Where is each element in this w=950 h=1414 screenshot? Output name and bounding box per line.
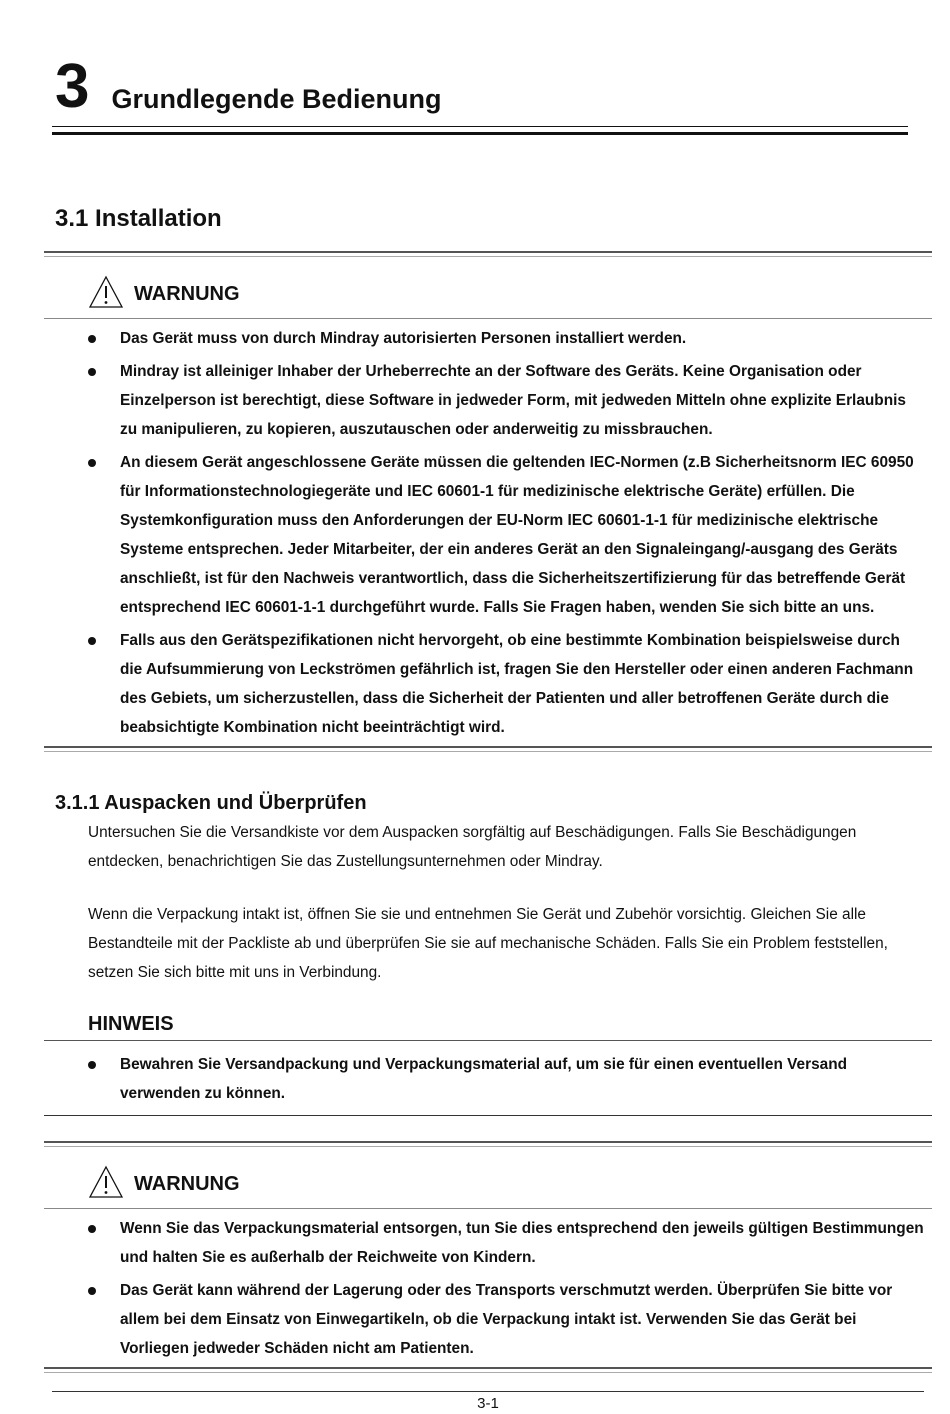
warning-header-rule [44, 318, 932, 319]
note-bottom-rule [44, 1115, 932, 1116]
warning-triangle-icon [88, 275, 124, 309]
box-top-rule [44, 251, 932, 257]
warning-title: WARNUNG [134, 1173, 240, 1195]
list-item: Bewahren Sie Versandpackung und Verpackungsmaterial auf, um sie für einen eventuellen Versand verwenden zu können. [44, 1050, 932, 1108]
warning-triangle-icon [88, 1165, 124, 1199]
list-item: Wenn Sie das Verpackungsmaterial entsorgen, tun Sie dies entsprechend den jeweils gültigen Bestimmungen und halten Sie es außerhalb der Reichweite von Kindern. [44, 1214, 932, 1272]
chapter-rule [52, 126, 908, 135]
warning-box-installation [44, 251, 932, 752]
warning-box-packaging [44, 1141, 932, 1373]
warning-header [88, 1155, 932, 1199]
chapter-number: 3 [55, 52, 90, 121]
chapter-title: Grundlegende Bedienung [111, 84, 442, 114]
warning-header [88, 265, 932, 309]
box-bottom-rule [44, 746, 932, 752]
note-box [44, 1050, 932, 1112]
warning-list [44, 324, 932, 742]
section-title: 3.1 Installation [55, 205, 222, 232]
note-list [44, 1050, 932, 1108]
footer-rule [52, 1391, 924, 1392]
list-item: An diesem Gerät angeschlossene Geräte müssen die geltenden IEC-Normen (z.B Sicherheitsnorm IEC 60950 für Informationstechnologiegeräte und IEC 60601-1 für medizinische elektrische Geräte) erfüllen. Die Systemkonfiguration muss den Anforderungen der EU-Norm IEC 60601-1-1 für medizinische elektrische Systeme entsprechen. Jeder Mitarbeiter, der ein anderes Gerät an den Signaleingang/-ausgang des Geräts anschließt, ist für den Nachweis verantwortlich, dass die Sicherheitszertifizierung für das betreffende Gerät entsprechend IEC 60601-1-1 durchgeführt wurde. Falls Sie Fragen haben, wenden Sie sich bitte an uns. [44, 448, 932, 622]
subsection-title: 3.1.1 Auspacken und Überprüfen [55, 792, 367, 814]
warning-header-rule [44, 1208, 932, 1209]
warning-title: WARNUNG [134, 283, 240, 305]
paragraph: Untersuchen Sie die Versandkiste vor dem Auspacken sorgfältig auf Beschädigungen. Falls Sie Beschädigungen entdecken, benachrichtigen Sie das Zustellungsunternehmen oder Mindray. [88, 824, 857, 870]
page-number: 3-1 [477, 1395, 499, 1412]
chapter-heading [55, 52, 442, 121]
list-item: Das Gerät muss von durch Mindray autorisierten Personen installiert werden. [44, 324, 932, 353]
box-bottom-rule [44, 1367, 932, 1373]
list-item: Das Gerät kann während der Lagerung oder des Transports verschmutzt werden. Überprüfen Sie bitte vor allem bei dem Einsatz von Einwegartikeln, ob die Verpackung intakt ist. Verwenden Sie das Gerät bei Vorliegen jedweder Schäden nicht am Patienten. [44, 1276, 932, 1363]
paragraph: Wenn die Verpackung intakt ist, öffnen Sie sie und entnehmen Sie Gerät und Zubehör vorsichtig. Gleichen Sie alle Bestandteile mit der Packliste ab und überprüfen Sie sie auf mechanische Schäden. Falls Sie ein Problem feststellen, setzen Sie sich bitte mit uns in Verbindung. [88, 906, 888, 981]
note-top-rule [44, 1040, 932, 1041]
warning-list [44, 1214, 932, 1363]
note-title: HINWEIS [88, 1013, 174, 1035]
list-item: Mindray ist alleiniger Inhaber der Urheberrechte an der Software des Geräts. Keine Organisation oder Einzelperson ist berechtigt, diese Software in jedweder Form, mit jedweden Mitteln ohne explizite Erlaubnis zu manipulieren, zu kopieren, auszutauschen oder anderweitig zu missbrauchen. [44, 357, 932, 444]
box-top-rule [44, 1141, 932, 1147]
list-item: Falls aus den Gerätspezifikationen nicht hervorgeht, ob eine bestimmte Kombination beispielsweise durch die Aufsummierung von Leckströmen gefährlich ist, fragen Sie den Hersteller oder einen anderen Fachmann des Gebiets, um sicherzustellen, dass die Sicherheit der Patienten und aller betroffenen Geräte durch die beabsichtigte Kombination nicht beeinträchtigt wird. [44, 626, 932, 742]
